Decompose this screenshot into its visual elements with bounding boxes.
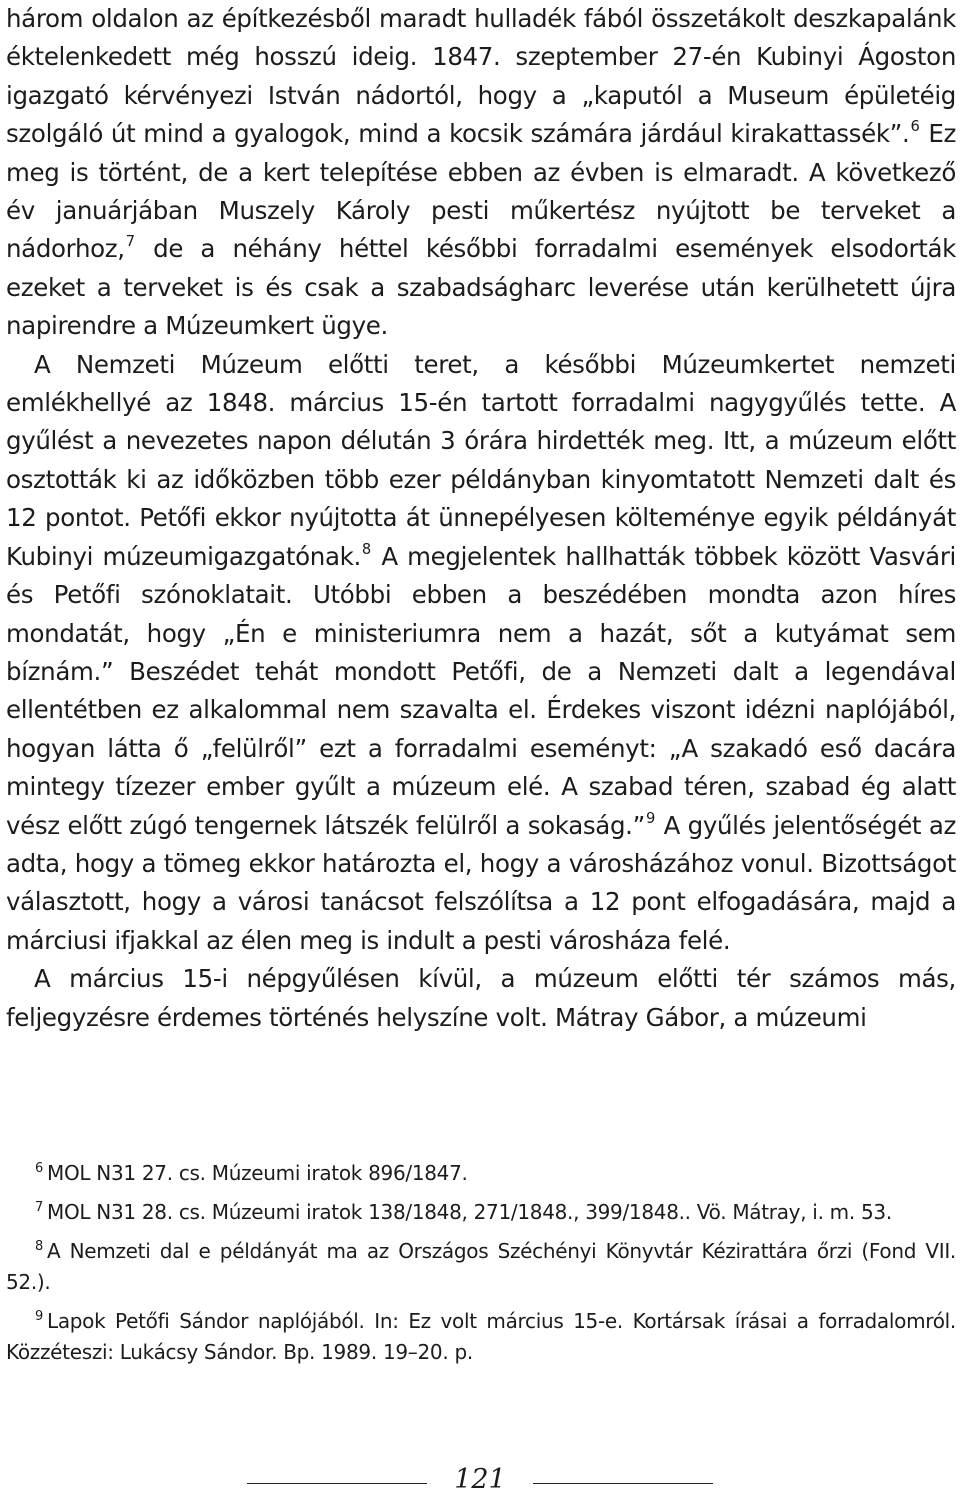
footnote-number: 7 — [35, 1200, 43, 1216]
paragraph-2-part-a: A Nemzeti Múzeum előtti teret, a későbbi Múzeumkertet nemzeti emlékhellyé az 1848. március 15-én tartott forradalmi nagygyűlés tette. A gyűlést a nevezetes napon délután 3 órára hirdették meg. Itt, a múzeum előtt osztották ki az időközben több ezer példányban kinyomtatott Nemzeti dalt és 12 pontot. Petőfi ekkor nyújtotta át ünnepélyesen költeménye egyik példányát Kubinyi múzeumigazgatónak. — [6, 349, 956, 571]
paragraph-1 — [6, 0, 956, 346]
paragraph-2-part-c: A gyűlés jelentőségét az adta, hogy a tömeg ekkor határozta el, hogy a városházához vonul. Bizottságot választott, hogy a városi tanácsot felszólítsa a 12 pont elfogadására, majd a márciusi ifjakkal az élen meg is indult a pesti városháza felé. — [6, 810, 956, 955]
footnotes — [6, 1158, 956, 1376]
footnote-ref-7: 7 — [125, 233, 135, 251]
footnote-text: Lapok Petőfi Sándor naplójából. In: Ez volt március 15-e. Kortársak írásai a forradalomról. Közzéteszi: Lukácsy Sándor. Bp. 1989. 19–20. p. — [6, 1309, 956, 1364]
footnote-ref-6: 6 — [910, 118, 920, 136]
footnote-number: 6 — [35, 1161, 43, 1177]
footnote-8 — [6, 1236, 956, 1298]
paragraph-1-part-b: Ez meg is történt, de a kert telepítése ebben az évben is elmaradt. A következő év januárjában Muszely Károly pesti műkertész nyújtott be terveket a nádorhoz, — [6, 119, 957, 264]
paragraph-3: A március 15-i népgyűlésen kívül, a múzeum előtti tér számos más, feljegyzésre érdemes történés helyszíne volt. Mátray Gábor, a múzeumi — [6, 964, 956, 1032]
paragraph-1-part-a: három oldalon az építkezésből maradt hulladék fából összetákolt deszkapalánk éktelenkedett még hosszú ideig. 1847. szeptember 27-én Kubinyi Ágoston igazgató kérvényezi István nádortól, hogy a „kaputól a Museum épületéig szolgáló út mind a gyalogok, mind a kocsik számára járdául kirakattassék”. — [6, 4, 956, 149]
main-text — [6, 0, 956, 1037]
paragraph-2 — [6, 346, 956, 961]
footnote-number: 8 — [35, 1239, 43, 1255]
footnote-number: 9 — [35, 1309, 43, 1325]
footnote-text: MOL N31 28. cs. Múzeumi iratok 138/1848, 271/1848., 399/1848.. Vö. Mátray, i. m. 53. — [46, 1200, 892, 1224]
footnote-ref-8: 8 — [361, 540, 371, 558]
footnote-6 — [6, 1158, 956, 1189]
page-number: 121 — [454, 1464, 506, 1495]
footnote-text: A Nemzeti dal e példányát ma az Országos Széchényi Könyvtár Kézirattára őrzi (Fond VII. 52.). — [6, 1239, 956, 1294]
footnote-ref-9: 9 — [645, 809, 655, 827]
footnote-text: MOL N31 27. cs. Múzeumi iratok 896/1847. — [46, 1161, 468, 1185]
footer-rule-left — [247, 1483, 427, 1484]
paragraph-1-part-c: de a néhány héttel későbbi forradalmi események elsodorták ezeket a terveket is és csak a szabadságharc leverése után kerülhetett újra napirendre a Múzeumkert ügye. — [6, 234, 956, 341]
paragraph-2-part-b: A megjelentek hallhatták többek között Vasvári és Petőfi szónoklatait. Utóbbi ebben a beszédében mondta azon híres mondatát, hogy „Én e ministeriumra nem a hazát, sőt a kutyámat sem bíznám.” Beszédet tehát mondott Petőfi, de a Nemzeti dalt a legendával ellentétben ez alkalommal nem szavalta el. Érdekes viszont idézni naplójából, hogyan látta ő „felülről” ezt a forradalmi eseményt: „A szakadó eső dacára mintegy tízezer ember gyűlt a múzeum elé. A szabad téren, szabad ég alatt vész előtt zúgó tengernek látszék felülről a sokaság.” — [6, 541, 956, 840]
footer-rule-right — [533, 1483, 713, 1484]
footnote-7 — [6, 1197, 956, 1228]
footnote-9 — [6, 1306, 956, 1368]
page-footer — [0, 1462, 960, 1498]
